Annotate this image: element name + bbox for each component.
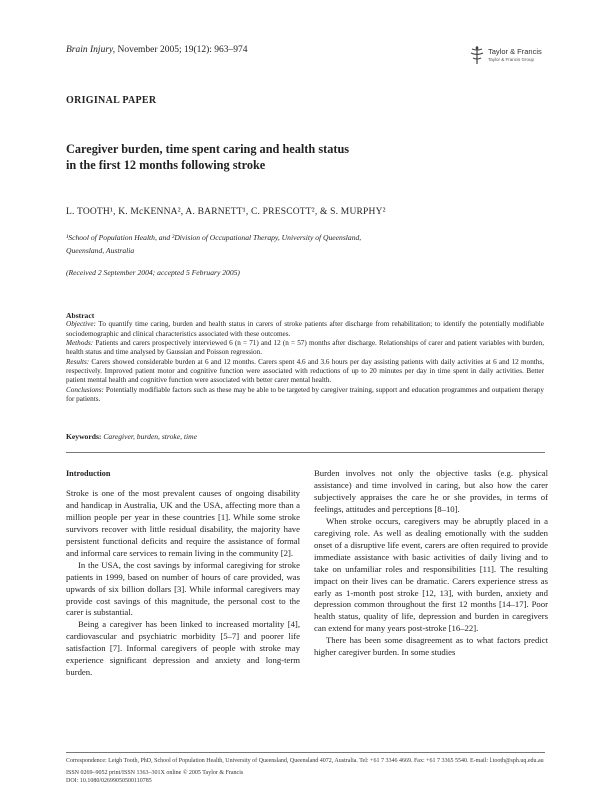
footer-divider [66, 752, 545, 753]
received-dates: (Received 2 September 2004; accepted 5 February 2005) [66, 268, 240, 277]
objective-text: To quantify time caring, burden and health status in carers of stroke patients after discharge from rehabilitation; to identify the potentially modifiable sociodemographic and clinical characteristics associated with these outcomes. [66, 320, 544, 338]
publisher-name: Taylor & Francis [488, 47, 542, 56]
abstract-objective [66, 320, 544, 339]
issn: ISSN 0269–9052 print/ISSN 1363–301X online © 2005 Taylor & Francis [66, 769, 244, 776]
journal-citation [66, 45, 248, 55]
author-list: L. TOOTH¹, K. McKENNA², A. BARNETT¹, C. PRESCOTT², & S. MURPHY² [66, 207, 386, 217]
keywords-values: Caregiver, burden, stroke, time [101, 432, 197, 441]
correspondence: Correspondence: Leigh Tooth, PhD, School of Population Health, University of Queensland, Queensland 4072, Australia. Tel: +61 7 3346 4669. Fax: +61 7 3365 5540. E-mail: l.tooth@sph.uq.edu.au [66, 758, 544, 764]
objective-label: Objective: [66, 320, 96, 329]
abstract-methods [66, 339, 544, 358]
paragraph: There has been some disagreement as to what factors predict higher caregiver burden. In some studies [314, 635, 548, 658]
paragraph: In the USA, the cost savings by informal caregiving for stroke patients in 1999, based on number of hours of care provided, was upwards of six billion dollars [3]. While informal caregivers may provide cost savings of this magnitude, the personal cost to the carer is substantial. [66, 559, 300, 618]
results-text: Carers showed considerable burden at 6 and 12 months. Carers spent 4.6 and 3.6 hours per day assisting patients with daily activities at 6 and 12 months, respectively. Improved patient motor and cognitive function were associated with reductions of up to 20 minutes per day in time spent in daily activities. Better patient mental health and cognitive function were associated with better carer mental health. [66, 357, 544, 385]
affiliations [66, 231, 506, 257]
conclusions-label: Conclusions: [66, 385, 104, 394]
paragraph: Stroke is one of the most prevalent causes of ongoing disability and handicap in Australia, UK and the USA, affecting more than a million people per year in these countries [1]. While some stroke survivors recover with little residual disability, the majority have persistent functional deficits and require the assistance of formal and informal care services to remain living in the community [2]. [66, 487, 300, 558]
affiliation-line-1: ¹School of Population Health, and ²Division of Occupational Therapy, University of Queensland, [66, 233, 362, 242]
footer [66, 757, 546, 786]
title-line-2: in the first 12 months following stroke [66, 158, 266, 172]
section-label: ORIGINAL PAPER [66, 95, 157, 106]
affiliation-line-2: Queensland, Australia [66, 246, 135, 255]
paragraph: Being a caregiver has been linked to increased mortality [4], cardiovascular and psychiatric morbidity [5–7] and poorer life satisfaction [7]. Informal caregivers of people with stroke may experience significant depression and anxiety and long-term burden. [66, 619, 300, 678]
divider [66, 452, 545, 453]
methods-label: Methods: [66, 339, 94, 348]
results-label: Results: [66, 357, 90, 366]
conclusions-text: Potentially modifiable factors such as these may be able to be targeted by caregiver training, support and education programmes and outpatient therapy for patients. [66, 385, 544, 404]
abstract-results [66, 358, 544, 386]
journal-name: Brain Injury, [66, 45, 116, 55]
publisher-logo [470, 44, 560, 68]
body-column-left [66, 468, 300, 679]
journal-issue: November 2005; 19(12): 963–974 [115, 45, 248, 55]
title-line-1: Caregiver burden, time spent caring and health status [66, 142, 350, 156]
publisher-logo-icon [470, 46, 484, 64]
body-column-right [314, 468, 548, 659]
abstract-heading: Abstract [66, 311, 95, 320]
publisher-group: Taylor & Francis Group [488, 57, 535, 62]
keywords-label: Keywords: [66, 432, 102, 441]
paper-title [66, 141, 486, 173]
abstract-conclusions [66, 386, 544, 405]
paragraph: When stroke occurs, caregivers may be abruptly placed in a caregiving role. As well as dealing emotionally with the sudden onset of a disruptive life event, carers are often required to provide immediate assistance with basic activities of daily living and to take on unfamiliar roles and responsibilities [11]. The resulting impact on their lives can be dramatic. Carers experience stress as early as 1-month post stroke [12, 13], with burden, anxiety and depression common throughout the first 12 months [14–17]. Poor health status, quality of life, depression and burden in caregivers can extend for many years post-stroke [16–22]. [314, 515, 548, 634]
doi: DOI: 10.1080/02699050500110785 [66, 778, 152, 785]
section-heading-introduction: Introduction [66, 469, 111, 478]
methods-text: Patients and carers prospectively interviewed 6 (n = 71) and 12 (n = 57) months after discharge. Relationships of carer and patient variables with burden, health status and time analysed by Gaussian and Poisson regression. [66, 339, 544, 357]
paragraph: Burden involves not only the objective tasks (e.g. physical assistance) and time involved in caring, but also how the carer subjectively appraises the care he or she provides, in terms of feelings, attitudes and perceptions [8–10]. [314, 468, 548, 514]
abstract [66, 311, 544, 404]
keywords [66, 432, 197, 441]
